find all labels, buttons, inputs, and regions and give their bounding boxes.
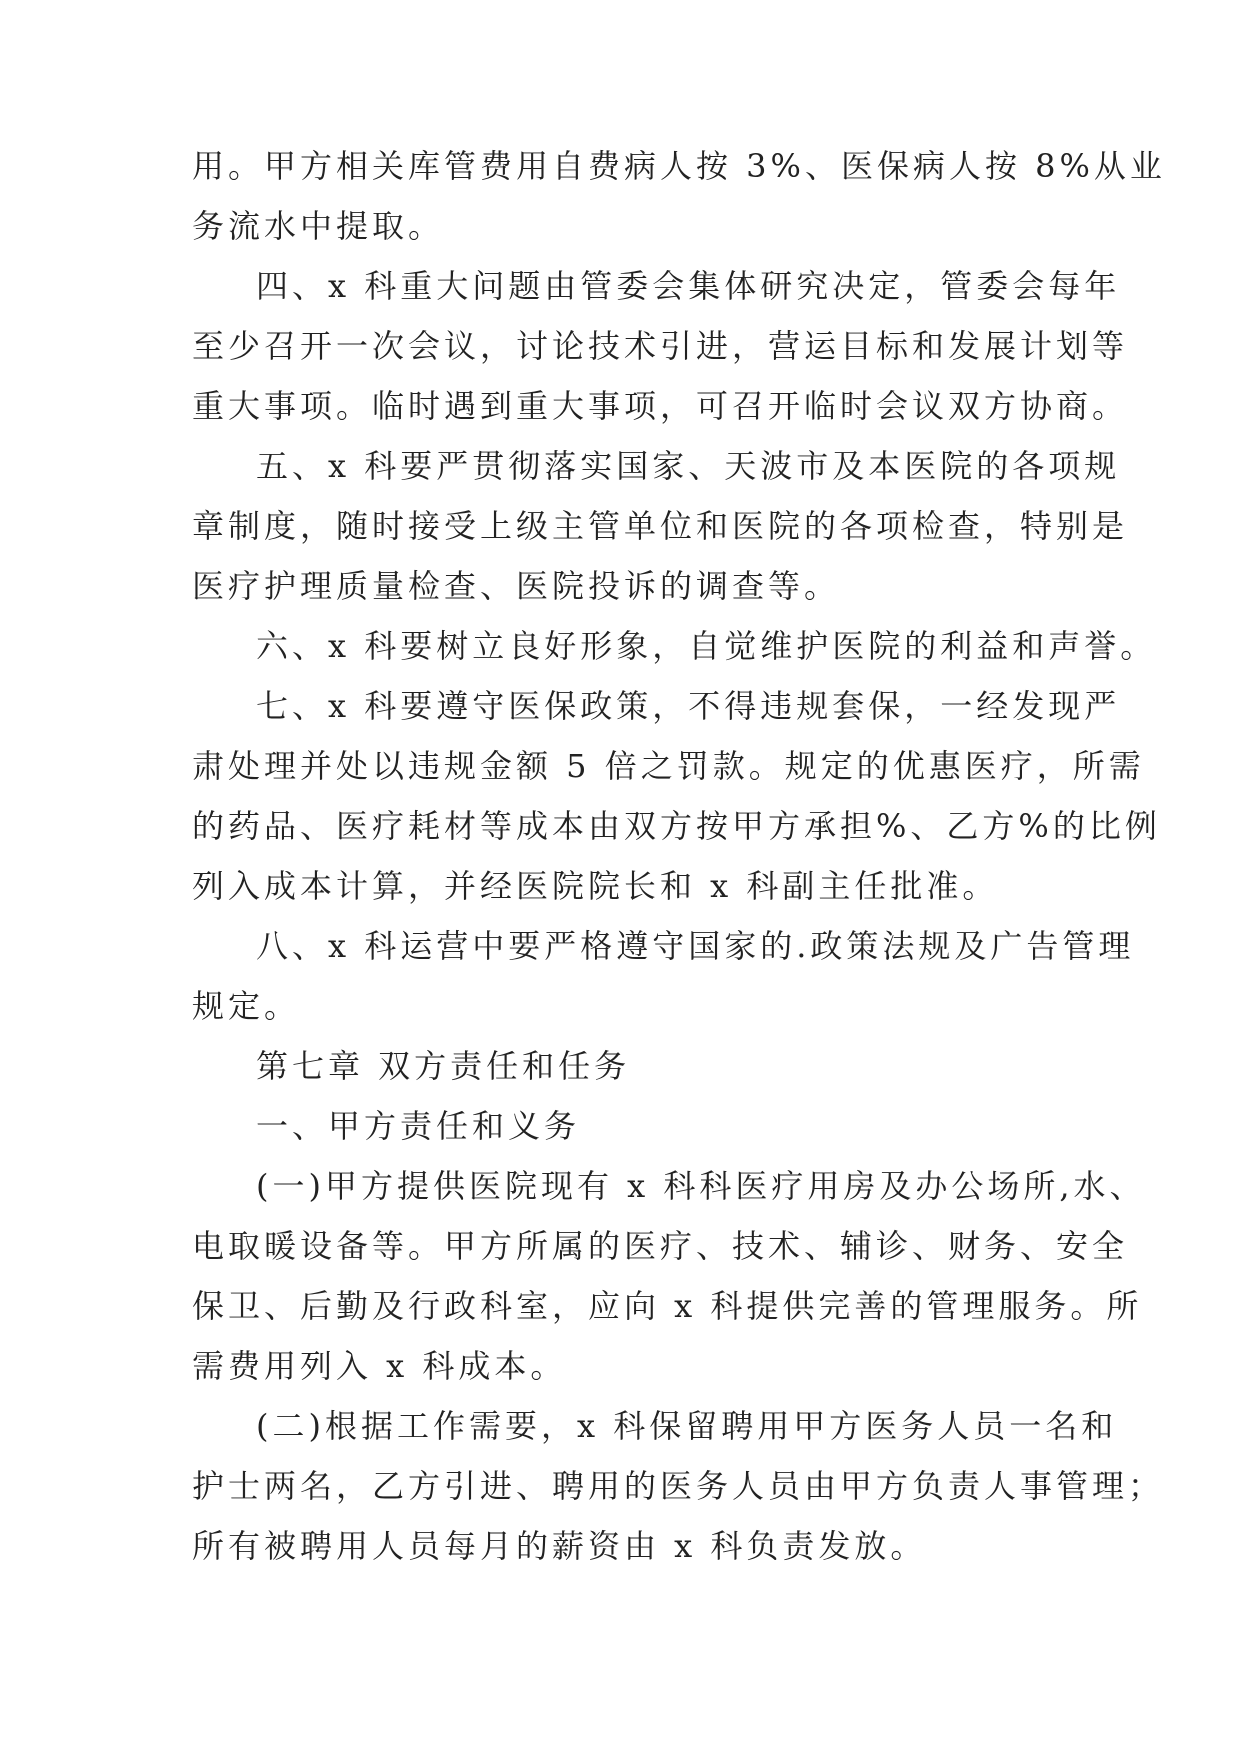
text-line: 医疗护理质量检查、医院投诉的调查等。 [192, 567, 841, 605]
chapter-heading: 第七章 双方责任和任务 [256, 1047, 631, 1085]
text-line: 的药品、医疗耗材等成本由双方按甲方承担%、乙方%的比例 [192, 807, 1161, 845]
text-line: 肃处理并处以违规金额 5 倍之罚款。规定的优惠医疗，所需 [192, 747, 1145, 785]
section-heading: 一、甲方责任和义务 [256, 1107, 581, 1145]
text-line: 电取暖设备等。甲方所属的医疗、技术、辅诊、财务、安全 [192, 1227, 1129, 1265]
text-line: 所有被聘用人员每月的薪资由 x 科负责发放。 [192, 1527, 927, 1565]
paragraph-6: 六、x 科要树立良好形象，自觉维护医院的利益和声誉。 [256, 627, 1157, 665]
paragraph-5-start: 五、x 科要严贯彻落实国家、天波市及本医院的各项规 [256, 447, 1121, 485]
paragraph-8-start: 八、x 科运营中要严格遵守国家的.政策法规及广告管理 [256, 927, 1135, 965]
text-line: 章制度，随时接受上级主管单位和医院的各项检查，特别是 [192, 507, 1129, 545]
text-line: 规定。 [192, 987, 301, 1025]
clause-2-start: (二)根据工作需要，x 科保留聘用甲方医务人员一名和 [256, 1407, 1118, 1445]
text-line: 用。甲方相关库管费用自费病人按 3%、医保病人按 8%从业 [192, 147, 1166, 185]
text-line: 列入成本计算，并经医院院长和 x 科副主任批准。 [192, 867, 999, 905]
text-line: 重大事项。临时遇到重大事项，可召开临时会议双方协商。 [192, 387, 1129, 425]
text-line: 务流水中提取。 [192, 207, 445, 245]
text-line: 护士两名，乙方引进、聘用的医务人员由甲方负责人事管理； [192, 1467, 1165, 1505]
paragraph-7-start: 七、x 科要遵守医保政策，不得违规套保，一经发现严 [256, 687, 1121, 725]
clause-1-start: (一)甲方提供医院现有 x 科科医疗用房及办公场所,水、 [256, 1167, 1146, 1205]
text-line: 需费用列入 x 科成本。 [192, 1347, 567, 1385]
text-line: 保卫、后勤及行政科室，应向 x 科提供完善的管理服务。所 [192, 1287, 1143, 1325]
text-line: 至少召开一次会议，讨论技术引进，营运目标和发展计划等 [192, 327, 1129, 365]
paragraph-4-start: 四、x 科重大问题由管委会集体研究决定，管委会每年 [256, 267, 1121, 305]
